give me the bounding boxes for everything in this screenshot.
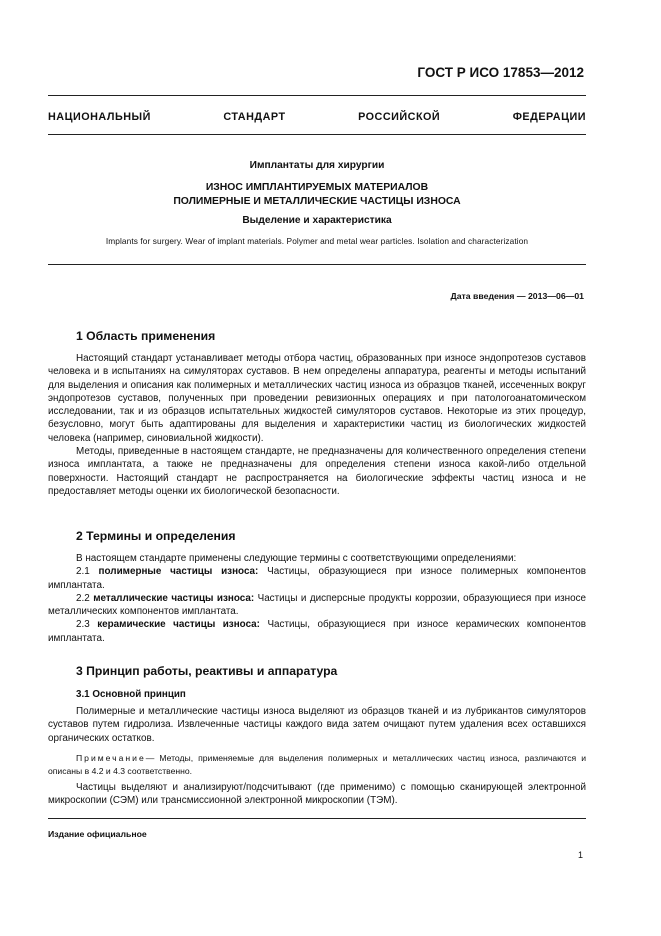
section3-heading: 3 Принцип работы, реактивы и аппаратура <box>76 664 338 678</box>
gost-number: ГОСТ Р ИСО 17853—2012 <box>417 65 584 80</box>
section1-paragraph: Настоящий стандарт устанавливает методы отбора частиц, образованных при износе эндопротезов суставов человека и в испытаниях на симуляторах суставов. В нем определены аппаратура, реагенты и методы испытаний для выделения и описания как полимерных и металлических частиц износа из образцов тканей, иссеченных вокруг эндопротезов суставов, полученных при проведении ревизионных операциях и при патологоанатомическом исследовании, так и из образцов испытательных жидкостей симуляторов суставов. Некоторые из этих процедур, безусловно, могут быть адаптированы для выделения и характеристики частиц из биологических жидкостей человека (например, синовиальной жидкости). <box>48 353 586 444</box>
term-number: 2.2 <box>76 592 90 604</box>
title-english: Implants for surgery. Wear of implant materials. Polymer and metal wear particles. Isolation and characterization <box>105 236 529 246</box>
section2-body <box>48 552 586 645</box>
note <box>48 752 586 777</box>
section3-paragraph: Частицы выделяют и анализируют/подсчитывают (где применимо) с помощью сканирующей электронной микроскопии (СЭМ) или трансмиссионной электронной микроскопии (ТЭМ). <box>48 782 586 807</box>
term-item <box>48 592 586 619</box>
title-subtitle: Выделение и характеристика <box>242 215 392 226</box>
title-rule-bottom <box>48 264 586 265</box>
term-definition: Частицы, образующиеся при износе керамических компонентов имплантата. <box>48 619 587 644</box>
national-standard-heading: НАЦИОНАЛЬНЫЙ СТАНДАРТ РОССИЙСКОЙ ФЕДЕРАЦИИ <box>48 111 586 123</box>
section1-paragraph: Методы, приведенные в настоящем стандарте, не предназначены для количественного определения степени износа имплантата, а также не предназначены для определения степени износа какой-либо отдельной поверхности. Настоящий стандарт не распространяется на биологические эффекты частиц износа и не предоставляет методы оценки их биологической безопасности. <box>48 446 586 497</box>
intro-date: Дата введения — 2013—06—01 <box>450 291 584 301</box>
term-name: металлические частицы износа: <box>93 592 255 604</box>
section2-intro: В настоящем стандарте применены следующие термины с соответствующими определениями: <box>76 553 517 564</box>
section1-body <box>48 352 586 498</box>
term-name: керамические частицы износа: <box>97 619 260 631</box>
term-definition: Частицы и дисперсные продукты коррозии, образующиеся при износе металлических компонентов имплантата. <box>48 592 587 618</box>
section3-body-2 <box>48 781 586 808</box>
term-definition: Частицы, образующиеся при износе полимерных компонентов имплантата. <box>48 566 586 591</box>
term-item <box>48 618 586 645</box>
title-main-line1: ИЗНОС ИМПЛАНТИРУЕМЫХ МАТЕРИАЛОВ <box>205 182 429 193</box>
section1-heading: 1 Область применения <box>76 329 216 343</box>
section3-1-heading: 3.1 Основной принцип <box>76 689 186 700</box>
note-text: — Методы, применяемые для выделения полимерных и металлических частиц износа, различаются и описаны в 4.2 и 4.3 соответственно. <box>48 753 586 776</box>
section3-body <box>48 705 586 745</box>
title-main <box>48 181 586 209</box>
top-rule <box>48 95 586 96</box>
section3-paragraph: Полимерные и металлические частицы износа выделяют из образцов тканей и из лубрикантов симуляторов суставов путем гидролиза. Извлеченные частицы каждого вида затем очищают путем удаления всех оставшихся органических остатков. <box>48 706 586 744</box>
title-main-line2: ПОЛИМЕРНЫЕ И МЕТАЛЛИЧЕСКИЕ ЧАСТИЦЫ ИЗНОСА <box>173 196 461 207</box>
term-number: 2.1 <box>76 566 90 578</box>
term-name: полимерные частицы износа: <box>98 566 259 578</box>
official-edition: Издание официальное <box>48 829 147 839</box>
term-item <box>48 565 586 592</box>
title-topic: Имплантаты для хирургии <box>249 160 385 171</box>
section2-heading: 2 Термины и определения <box>76 529 236 543</box>
note-label: Примечание <box>76 753 146 763</box>
page-number: 1 <box>577 850 583 860</box>
term-number: 2.3 <box>76 619 90 631</box>
title-rule-top <box>48 134 586 135</box>
footer-rule <box>48 818 586 819</box>
